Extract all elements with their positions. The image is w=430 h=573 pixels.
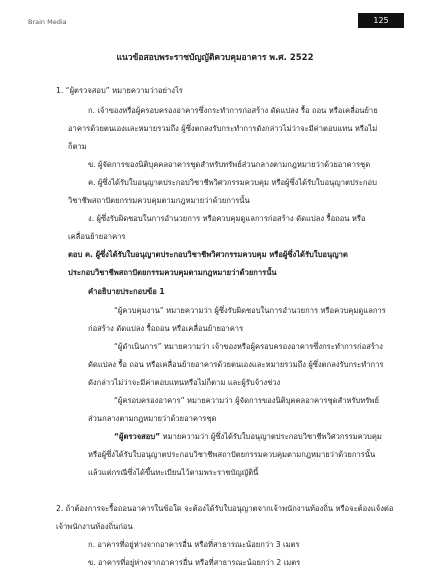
q1-option-c-cont: วิชาชีพสถาปัตยกรรมควบคุมตามกฎหมายว่าด้วยการนั้น	[68, 196, 250, 205]
explanation-paragraph	[114, 432, 382, 442]
defined-term: “ผู้ตรวจสอบ”	[114, 432, 161, 441]
q1-option-d-cont: เคลื่อนย้ายอาคาร	[68, 232, 126, 241]
page-title: แนวข้อสอบพระราชบัญญัติควบคุมอาคาร พ.ศ. 2522	[116, 53, 314, 63]
q2-option-b: ข. อาคารที่อยู่ห่างจากอาคารอื่น หรือที่สาธารณะน้อยกว่า 2 เมตร	[88, 558, 301, 567]
explanation-paragraph: “ผู้ครอบครองอาคาร” หมายความว่า ผู้จัดการของนิติบุคคลอาคารชุดสำหรับทรัพย์	[114, 396, 379, 405]
explanation-paragraph: ก่อสร้าง ดัดแปลง รื้อถอน หรือเคลื่อนย้ายอาคาร	[88, 324, 244, 333]
explanation-paragraph: ดัดแปลง รื้อ ถอน หรือเคลื่อนย้ายอาคารด้วยตนเองและหมายรวมถึง ผู้ซึ่งตกลงรับกระทำการ	[88, 360, 384, 369]
q1-option-a-cont: อาคารด้วยตนเองและหมายรวมถึง ผู้ซึ่งตกลงรับกระทำการดังกล่าวไม่ว่าจะมีค่าตอบแทน หรือไม่	[68, 124, 378, 133]
q1-answer: ตอบ ค. ผู้ซึ่งได้รับใบอนุญาตประกอบวิชาชีพวิศวกรรมควบคุม หรือผู้ซึ่งได้รับใบอนุญาต	[68, 250, 348, 259]
q1-option-b: ข. ผู้จัดการของนิติบุคคลอาคารชุดสำหรับทรัพย์ส่วนกลางตามกฎหมายว่าด้วยอาคารชุด	[88, 160, 371, 169]
page-number-badge: 125	[358, 13, 404, 28]
q1-option-c: ค. ผู้ซึ่งได้รับใบอนุญาตประกอบวิชาชีพวิศวกรรมควบคุม หรือผู้ซึ่งได้รับใบอนุญาตประกอบ	[88, 178, 377, 187]
question-2-cont: เจ้าพนักงานท้องถิ่นก่อน	[56, 522, 133, 531]
publisher-name: Brain Media	[28, 18, 67, 26]
explanation-paragraph: “ผู้ควบคุมงาน” หมายความว่า ผู้ซึ่งรับผิดชอบในการอำนวยการ หรือควบคุมดูแลการ	[114, 306, 386, 315]
question-1: 1. “ผู้ตรวจสอบ” หมายความว่าอย่างไร	[56, 86, 183, 95]
q2-option-a: ก. อาคารที่อยู่ห่างจากอาคารอื่น หรือที่สาธารณะน้อยกว่า 3 เมตร	[88, 540, 300, 549]
explanation-paragraph: แล้วแต่กรณีซึ่งได้ขึ้นทะเบียนไว้ตามพระราชบัญญัตินี้	[88, 468, 259, 477]
q1-option-d: ง. ผู้ซึ่งรับผิดชอบในการอำนวยการ หรือควบคุมดูแลการก่อสร้าง ดัดแปลง รื้อถอน หรือ	[88, 214, 366, 223]
q1-option-a-cont: ก็ตาม	[68, 142, 87, 151]
explanation-paragraph: “ผู้ดำเนินการ” หมายความว่า เจ้าของหรือผู้ครอบครองอาคารซึ่งกระทำการก่อสร้าง	[114, 342, 383, 351]
question-2: 2. ถ้าต้องการจะรื้อถอนอาคารในข้อใด จะต้องได้รับใบอนุญาตจากเจ้าพนักงานท้องถิ่น หรือจะต้องแจ้งต่อ	[56, 504, 394, 513]
explanation-heading: คำอธิบายประกอบข้อ 1	[88, 287, 165, 296]
q1-option-a: ก. เจ้าของหรือผู้ครอบครองอาคารซึ่งกระทำการก่อสร้าง ดัดแปลง รื้อ ถอน หรือเคลื่อนย้าย	[88, 106, 378, 115]
explanation-paragraph: ส่วนกลางตามกฎหมายว่าด้วยอาคารชุด	[88, 414, 217, 423]
q1-answer-cont: ประกอบวิชาชีพสถาปัตยกรรมควบคุมตามกฎหมายว่าด้วยการนั้น	[68, 268, 277, 277]
definition-text: หมายความว่า ผู้ซึ่งได้รับใบอนุญาตประกอบวิชาชีพวิศวกรรมควบคุม	[160, 432, 382, 441]
explanation-paragraph: หรือผู้ซึ่งได้รับใบอนุญาตประกอบวิชาชีพสถาปัตยกรรมควบคุมตามกฎหมายว่าด้วยการนั้น	[88, 450, 376, 459]
explanation-paragraph: ดังกล่าวไม่ว่าจะมีค่าตอบแทนหรือไม่ก็ตาม และผู้รับจ้างช่วง	[88, 378, 281, 387]
